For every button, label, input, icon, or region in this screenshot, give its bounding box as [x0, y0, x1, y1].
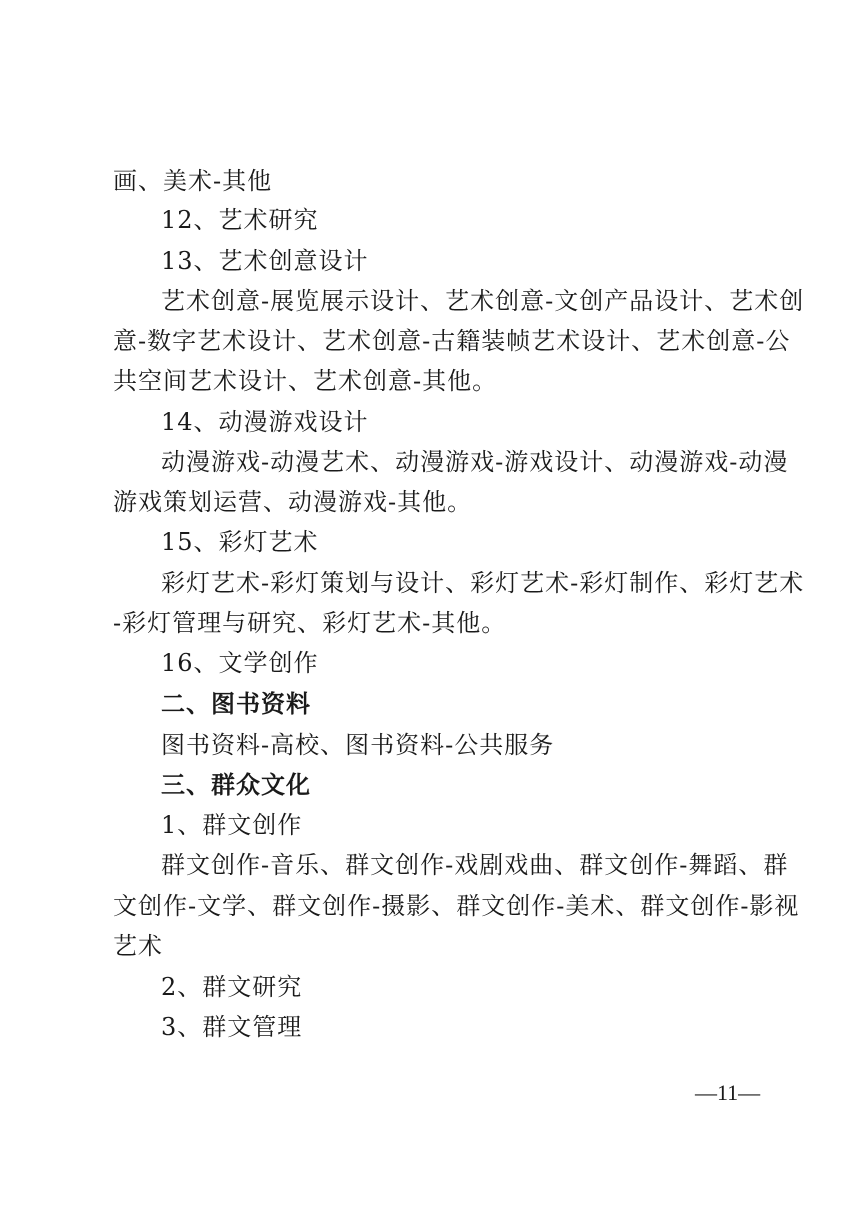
page-number: —11—: [695, 1080, 761, 1105]
text-line: 游戏策划运营、动漫游戏-其他。: [113, 488, 473, 516]
text-line: -彩灯管理与研究、彩灯艺术-其他。: [113, 609, 507, 637]
section-item-1: 1、群文创作: [161, 811, 303, 839]
text-line: 文创作-文学、群文创作-摄影、群文创作-美术、群文创作-影视: [113, 892, 800, 920]
section-heading-3: 三、群众文化: [161, 771, 311, 799]
section-heading-2: 二、图书资料: [161, 690, 311, 718]
section-item-13: 13、艺术创意设计: [161, 247, 369, 275]
text-line: 群文创作-音乐、群文创作-戏剧戏曲、群文创作-舞蹈、群: [161, 851, 789, 879]
text-line: 艺术创意-展览展示设计、艺术创意-文创产品设计、艺术创: [161, 287, 805, 315]
text-line: 动漫游戏-动漫艺术、动漫游戏-游戏设计、动漫游戏-动漫: [161, 448, 789, 476]
text-line: 彩灯艺术-彩灯策划与设计、彩灯艺术-彩灯制作、彩灯艺术: [161, 569, 805, 597]
section-item-3: 3、群文管理: [161, 1013, 303, 1041]
text-line: 共空间艺术设计、艺术创意-其他。: [113, 367, 498, 395]
text-line: 画、美术-其他: [113, 167, 273, 195]
section-item-12: 12、艺术研究: [161, 206, 319, 234]
section-item-2: 2、群文研究: [161, 973, 303, 1001]
section-item-16: 16、文学创作: [161, 649, 319, 677]
text-line: 艺术: [113, 932, 163, 960]
text-line: 意-数字艺术设计、艺术创意-古籍装帧艺术设计、艺术创意-公: [113, 327, 791, 355]
text-line: 图书资料-高校、图书资料-公共服务: [161, 731, 555, 759]
section-item-15: 15、彩灯艺术: [161, 528, 319, 556]
section-item-14: 14、动漫游戏设计: [161, 408, 369, 436]
